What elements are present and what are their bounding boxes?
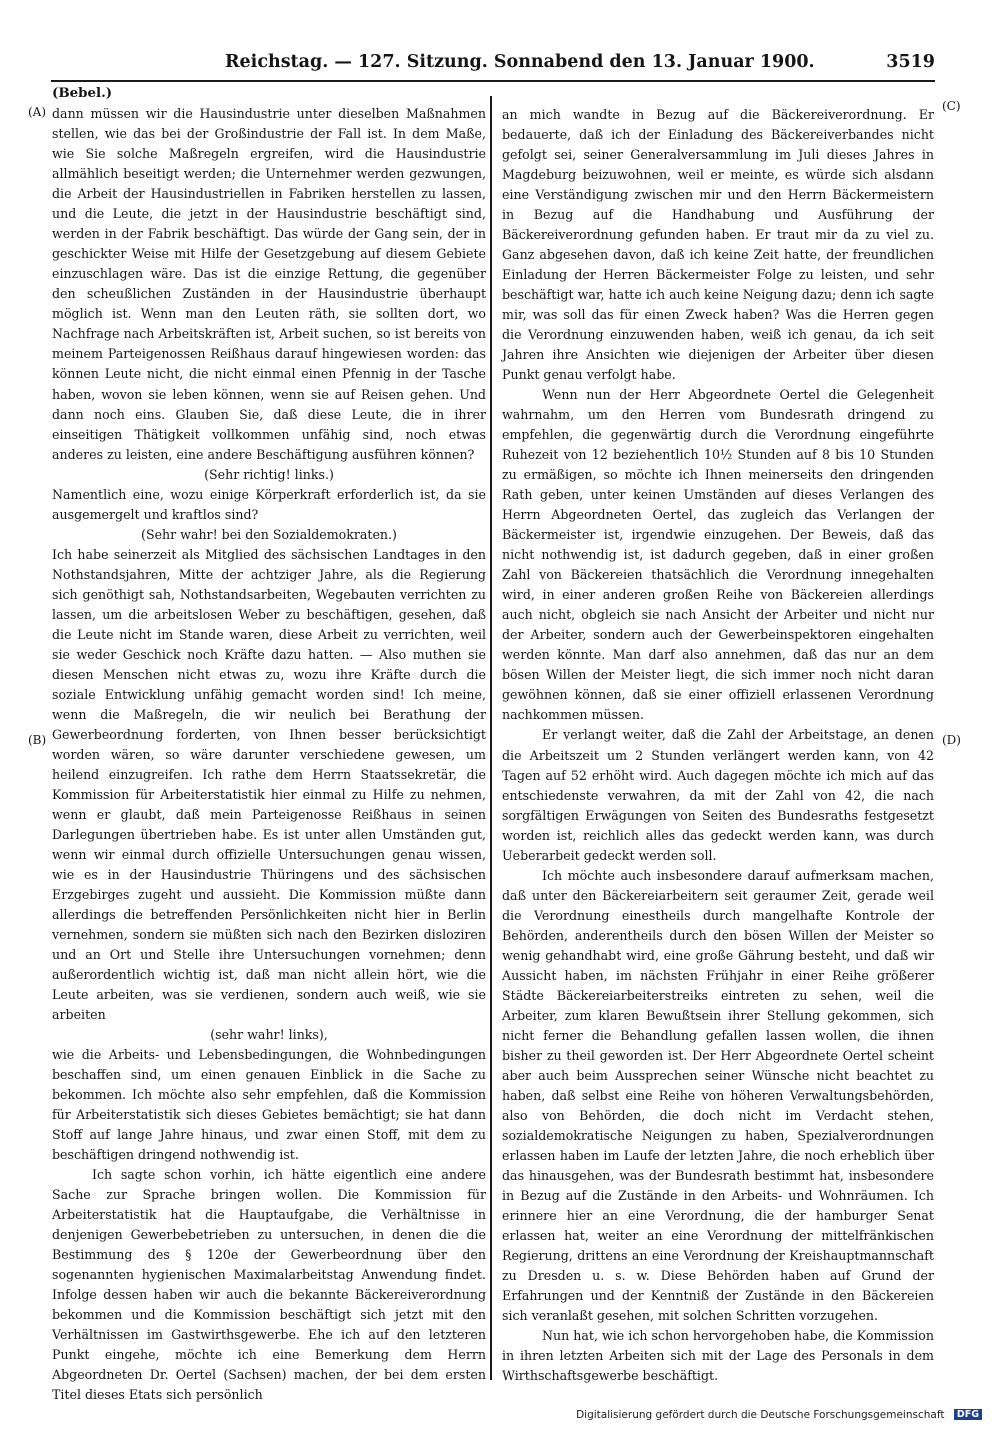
page-header <box>225 52 935 76</box>
paragraph: Nun hat, wie ich schon hervorgehoben habe, die Kommission in ihren letzten Arbeiten sich mit der Lage des Personals in dem Wirthschaftsgewerbe beschäftigt. <box>502 1327 934 1383</box>
margin-marker-b: (B) <box>28 733 47 747</box>
page-number: 3519 <box>886 52 935 72</box>
interjection: (sehr wahr! links), <box>210 1027 328 1042</box>
paragraph: Ich möchte auch insbesondere darauf aufmerksam machen, daß unter den Bäckereiarbeitern seit geraumer Zeit, gerade weil die Verordnung einestheils durch mangelhafte Kontrole der Behörden, anderentheils durch den bösen Willen der Meister so wenig gehandhabt wird, eine große Gährung besteht, und daß wir Aussicht haben, im nächsten Frühjahr in einer Reihe größerer Städte Bäckereiarbeiterstreiks eintreten zu sehen, weil die Arbeiter, zum klaren Bewußtsein ihrer Stellung gekommen, sich nicht ferner die Behandlung gefallen lassen wollen, die ihnen bisher zu theil geworden ist. Der Herr Abgeordnete Oertel scheint aber auch beim Aussprechen seiner Wünsche nicht beachtet zu haben, daß selbst eine Reihe von höheren Verwaltungsbehörden, also von Behörden, die doch nicht im Verdacht stehen, sozialdemokratische Neigungen zu haben, Spezialverordnungen erlassen haben im Laufe der letzten Jahre, die noch erheblich über das hinausgehen, was der Bundesrath bestimmt hat, insbesondere in Bezug auf die Zustände in den Arbeits- und Wohnräumen. Ich erinnere hier an eine Verordnung, die der hamburger Senat erlassen hat, weiter an eine Verordnung der mittelfränkischen Regierung, drittens an eine Verordnung der Kreishauptmannschaft zu Dresden u. s. w. Diese Behörden haben auf Grund der Erfahrungen und der Kenntniß der Zustände in den Bäckereien sich veranlaßt gesehen, mit solchen Schritten vorzugehen. <box>502 867 934 1323</box>
speaker-label: (Bebel.) <box>52 85 113 101</box>
dfg-logo: DFG <box>954 1409 982 1420</box>
right-column <box>502 105 934 1386</box>
column-divider <box>490 96 492 1380</box>
footer-text: Digitalisierung gefördert durch die Deutsche Forschungsgemeinschaft <box>576 1409 945 1421</box>
paragraph: dann müssen wir die Hausindustrie unter dieselben Maßnahmen stellen, wie das bei der Großindustrie der Fall ist. In dem Maße, wie Sie solche Maßregeln ergreifen, wird die Hausindustrie allmählich beseitigt werden; die Unternehmer werden gezwungen, die Arbeit der Hausindustriellen in Fabriken herstellen zu lassen, und die Leute, die jetzt in der Hausindustrie beschäftigt sind, werden in der Fabrik beschäftigt. Das würde der Gang sein, der in geschickter Weise mit Hilfe der Gesetzgebung auf diesem Gebiete einzuschlagen wäre. Das ist die einzige Rettung, die gegenüber den scheußlichen Zuständen in der Hausindustrie überhaupt möglich ist. Wenn man den Leuten räth, sie sollten dort, wo Nachfrage nach Arbeitskräften ist, Arbeit suchen, so ist bereits von meinem Parteigenossen Reißhaus darauf hingewiesen worden: das können Leute nicht, die nicht einmal einen Pfennig in der Tasche haben, wovon sie leben können, wenn sie auf Reisen gehen. Und dann noch eins. Glauben Sie, daß diese Leute, die in ihrer einseitigen Thätigkeit vollkommen unfähig sind, noch etwas anderes zu leisten, eine andere Beschäftigung ausführen können? <box>52 106 486 462</box>
interjection: (Sehr wahr! bei den Sozialdemokraten.) <box>141 526 397 542</box>
footer-credit <box>576 1409 982 1421</box>
margin-marker-a: (A) <box>28 105 47 119</box>
left-column <box>52 83 486 1405</box>
margin-marker-c: (C) <box>942 99 961 113</box>
paragraph: wie die Arbeits- und Lebensbedingungen, die Wohnbedingungen beschaffen sind, um einen genauen Einblick in die Sache zu bekommen. Ich möchte also sehr empfehlen, daß die Kommission für Arbeiterstatistik sich dieses Gebietes bemächtigt; sie hat dann Stoff auf lange Jahre hinaus, und zwar einen Stoff, mit dem zu beschäftigen dringend nothwendig ist. <box>52 1047 486 1163</box>
paragraph: Ich sagte schon vorhin, ich hätte eigentlich eine andere Sache zur Sprache bringen wollen. Die Kommission für Arbeiterstatistik hat die Hauptaufgabe, die Verhältnisse in denjenigen Gewerbebetrieben zu untersuchen, in denen die die Bestimmung des § 120e der Gewerbeordnung über den sogenannten hygienischen Maximalarbeitstag Anwendung findet. Infolge dessen haben wir auch die bekannte Bäckereiverordnung bekommen und die Kommission beschäftigt sich jetzt mit den Verhältnissen im Gastwirthsgewerbe. Ehe ich auf den letzteren Punkt eingehe, möchte ich eine Bemerkung dem Herrn Abgeordneten Dr. Oertel (Sachsen) machen, der bei dem ersten Titel dieses Etats sich persönlich <box>52 1167 486 1403</box>
interjection: (Sehr richtig! links.) <box>204 466 334 482</box>
margin-marker-d: (D) <box>942 733 961 747</box>
header-rule <box>51 80 935 82</box>
running-title: Reichstag. — 127. Sitzung. Sonnabend den 13. Januar 1900. <box>225 52 815 72</box>
paragraph: an mich wandte in Bezug auf die Bäckereiverordnung. Er bedauerte, daß ich der Einladung des Bäckereiverbandes nicht gefolgt sei, seiner Generalversammlung im Juli dieses Jahres in Magdeburg beizuwohnen, weil er meinte, es würde sich alsdann eine Verständigung zwischen mir und den Herrn Bäckermeistern in Bezug auf die Handhabung und Ausführung der Bäckereiverordnung gefunden haben. Er traut mir da zu viel zu. Ganz abgesehen davon, daß ich keine Zeit hatte, der freundlichen Einladung der Herren Bäckermeister Folge zu leisten, und sehr beschäftigt war, hatte ich auch keine Neigung dazu; denn ich sagte mir, was soll das für einen Zweck haben? Was die Herren gegen die Verordnung einzuwenden haben, weiß ich genau, da ich seit Jahren ihre Ansichten wie diejenigen der Arbeiter über diesen Punkt genau verfolgt habe. <box>502 107 934 383</box>
paragraph: Ich habe seinerzeit als Mitglied des sächsischen Landtages in den Nothstandsjahren, Mitte der achtziger Jahre, als die Regierung sich genöthigt sah, Nothstandsarbeiten, Wegebauten verrichten zu lassen, um die arbeitslosen Weber zu beschäftigen, gesehen, daß die Leute nicht im Stande waren, diese Arbeit zu verrichten, weil sie weder Geschick noch Kräfte dazu hatten. — Also muthen sie diesen Menschen nicht etwas zu, wozu ihre Kräfte durch die soziale Entwicklung unfähig gemacht worden sind! Ich meine, wenn die Maßregeln, die wir neulich bei Berathung der Gewerbeordnung forderten, von Ihnen besser berücksichtigt worden wären, so wäre darunter verschiedene gewesen, um heilend einzugreifen. Ich rathe dem Herrn Staatssekretär, die Kommission für Arbeiterstatistik hier einmal zu Hilfe zu nehmen, wenn er glaubt, daß mein Parteigenosse Reißhaus in seinen Darlegungen übertrieben habe. Es ist unter allen Umständen gut, wenn wir einmal durch offizielle Untersuchungen genau wissen, wie es in der Hausindustrie Thüringens und des sächsischen Erzgebirges zugeht und aussieht. Die Kommission müßte dann allerdings die betreffenden Persönlichkeiten nicht hier in Berlin vernehmen, sondern sie müßten sich nach den Bezirken disloziren und an Ort und Stelle ihre Untersuchungen vornehmen; denn außerordentlich wichtig ist, daß man nicht allein hört, wie die Leute arbeiten, was sie verdienen, sondern auch weiß, wie sie arbeiten <box>52 546 486 1022</box>
paragraph: Wenn nun der Herr Abgeordnete Oertel die Gelegenheit wahrnahm, um den Herren vom Bundesrath dringend zu empfehlen, die gegenwärtig durch die Verordnung eingeführte Ruhezeit von 12 beziehentlich 10½ Stunden auf 8 bis 10 Stunden zu ermäßigen, so möchte ich Ihnen meinerseits den dringenden Rath geben, unter keinen Umständen auf dieses Verlangen des Herrn Abgeordneten Oertel, das zugleich das Verlangen der Bäckermeister ist, irgendwie einzugehen. Der Beweis, daß das nicht nothwendig ist, ist dadurch gegeben, daß in einer großen Zahl von Bäckereien thatsächlich die Verordnung innegehalten wird, in einer anderen großen Reihe von Bäckereien allerdings auch nicht, obgleich sie nach Ansicht der Arbeiter und nicht nur der Arbeiter, sondern auch der Gewerbeinspektoren eingehalten werden könnte. Man darf also annehmen, daß das nur an dem bösen Willen der Meister liegt, die sich immer noch nicht daran gewöhnen können, daß sie einer offiziell erlassenen Verordnung nachkommen müssen. <box>502 387 934 723</box>
paragraph: Er verlangt weiter, daß die Zahl der Arbeitstage, an denen die Arbeitszeit um 2 Stunden verlängert werden kann, von 42 Tagen auf 52 erhöht wird. Auch dagegen möchte ich mich auf das entschiedenste verwahren, da mit der Zahl von 42, die nach sorgfältigen Erwägungen von Seiten des Bundesraths festgesetzt worden ist, reichlich alles das gedeckt werden kann, was durch Ueberarbeit gedeckt werden soll. <box>502 727 934 863</box>
paragraph: Namentlich eine, wozu einige Körperkraft erforderlich ist, da sie ausgemergelt und kraftlos sind? <box>52 486 486 522</box>
